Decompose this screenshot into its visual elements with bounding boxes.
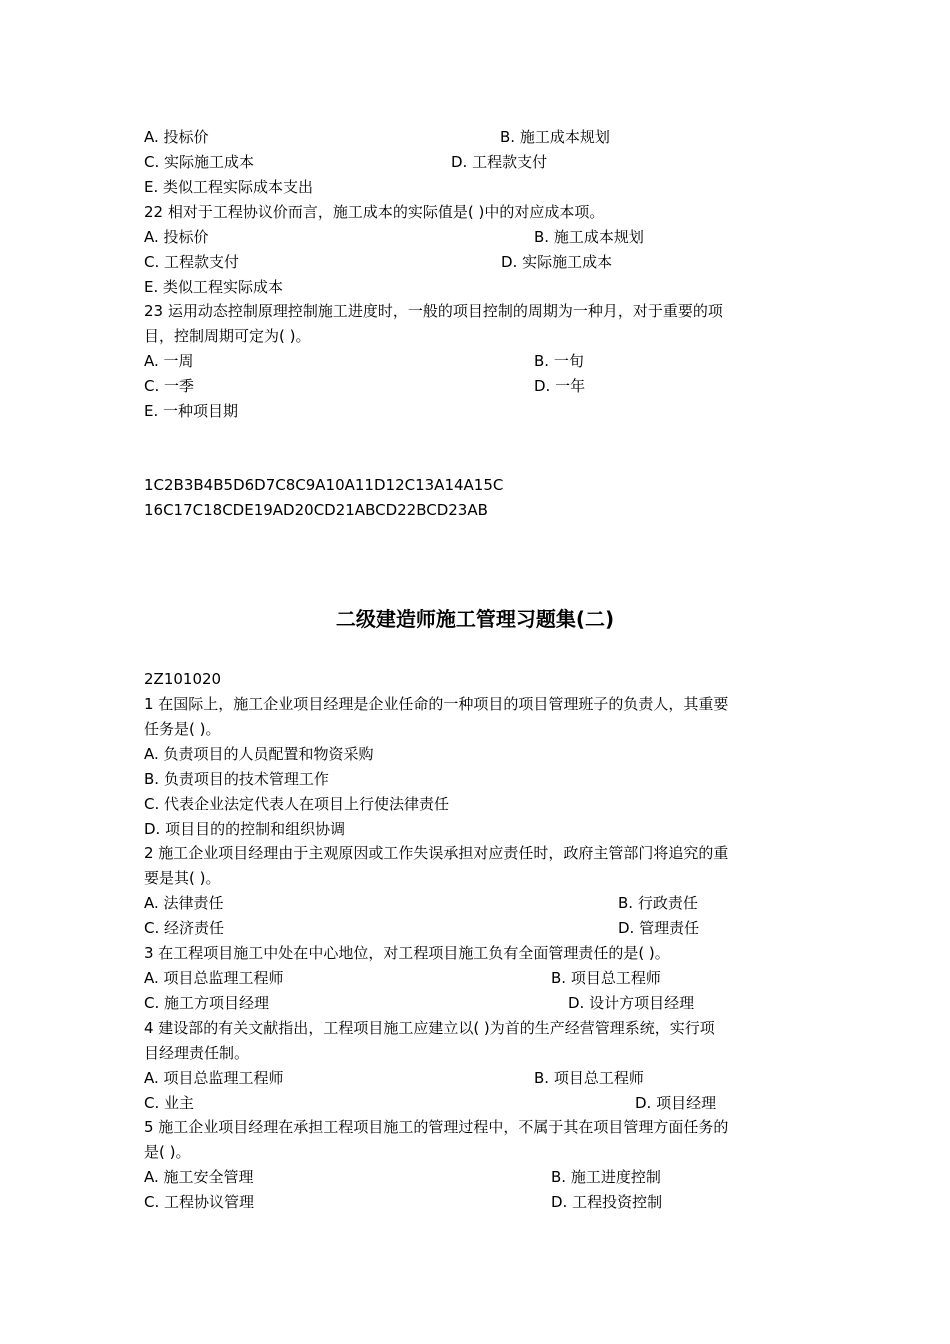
option-line [144, 1192, 663, 1212]
option-b: B. 项目总工程师 [551, 969, 661, 987]
option-d: D. 工程款支付 [451, 153, 548, 171]
option-d: D. 实际施工成本 [501, 253, 613, 271]
option-a: A. 法律责任 [144, 894, 224, 912]
option-e: E. 类似工程实际成本支出 [144, 178, 314, 196]
option-line [144, 1167, 661, 1187]
question-text: 23 运用动态控制原理控制施工进度时，一般的项目控制的周期为一种月，对于重要的项 [144, 302, 723, 320]
option-c: C. 工程款支付 [144, 253, 240, 271]
option-e: E. 类似工程实际成本 [144, 278, 284, 296]
option-a: A. 一周 [144, 352, 194, 370]
option-c: C. 工程协议管理 [144, 1193, 255, 1211]
option-d: D. 一年 [534, 377, 586, 395]
option-a: A. 项目总监理工程师 [144, 1069, 284, 1087]
question-text: 要是其( )。 [144, 869, 221, 887]
section-title: 二级建造师施工管理习题集(二) [335, 607, 615, 631]
question-text: 2 施工企业项目经理由于主观原因或工作失误承担对应责任时，政府主管部门将追究的重 [144, 844, 729, 862]
question-text: 是( )。 [144, 1143, 191, 1161]
option-a: A. 投标价 [144, 228, 209, 246]
question-text: 22 相对于工程协议价而言，施工成本的实际值是( )中的对应成本项。 [144, 203, 605, 221]
option-line [144, 127, 610, 147]
question-text: 4 建设部的有关文献指出，工程项目施工应建立以( )为首的生产经营管理系统，实行项 [144, 1019, 715, 1037]
option-c: C. 业主 [144, 1094, 195, 1112]
option-line [144, 376, 586, 396]
option-c: C. 施工方项目经理 [144, 994, 270, 1012]
option-line [144, 918, 700, 938]
option-line [144, 993, 695, 1013]
option-b: B. 行政责任 [618, 894, 698, 912]
option-line [144, 1068, 644, 1088]
answer-key-line: 1C2B3B4B5D6D7C8C9A10A11D12C13A14A15C [144, 476, 504, 494]
option-line [144, 968, 661, 988]
option-line [144, 893, 698, 913]
option-b: B. 施工成本规划 [500, 128, 610, 146]
option-c: C. 经济责任 [144, 919, 225, 937]
question-text: 目经理责任制。 [144, 1044, 250, 1062]
option-c: C. 一季 [144, 377, 195, 395]
option-b: B. 施工进度控制 [551, 1168, 661, 1186]
option-a: A. 负责项目的人员配置和物资采购 [144, 745, 374, 763]
option-line [144, 152, 548, 172]
option-d: D. 设计方项目经理 [568, 994, 695, 1012]
answer-key-line: 16C17C18CDE19AD20CD21ABCD22BCD23AB [144, 501, 488, 519]
option-line [144, 252, 613, 272]
option-line [144, 351, 584, 371]
option-d: D. 工程投资控制 [551, 1193, 663, 1211]
option-c: C. 实际施工成本 [144, 153, 255, 171]
option-d: D. 管理责任 [618, 919, 700, 937]
option-b: B. 负责项目的技术管理工作 [144, 770, 329, 788]
question-text: 任务是( )。 [144, 720, 221, 738]
option-line [144, 1093, 717, 1113]
option-c: C. 代表企业法定代表人在项目上行使法律责任 [144, 795, 450, 813]
option-a: A. 项目总监理工程师 [144, 969, 284, 987]
option-b: B. 项目总工程师 [534, 1069, 644, 1087]
question-text: 目，控制周期可定为( )。 [144, 327, 311, 345]
question-text: 5 施工企业项目经理在承担工程项目施工的管理过程中，不属于其在项目管理方面任务的 [144, 1118, 729, 1136]
option-b: B. 一旬 [534, 352, 584, 370]
option-d: D. 项目经理 [635, 1094, 717, 1112]
question-text: 3 在工程项目施工中处在中心地位，对工程项目施工负有全面管理责任的是( )。 [144, 944, 670, 962]
option-a: A. 投标价 [144, 128, 209, 146]
section-code: 2Z101020 [144, 670, 222, 688]
option-b: B. 施工成本规划 [534, 228, 644, 246]
option-e: E. 一种项目期 [144, 402, 239, 420]
option-d: D. 项目目的的控制和组织协调 [144, 820, 346, 838]
option-line [144, 227, 644, 247]
question-text: 1 在国际上，施工企业项目经理是企业任命的一种项目的项目管理班子的负责人，其重要 [144, 695, 729, 713]
option-a: A. 施工安全管理 [144, 1168, 254, 1186]
